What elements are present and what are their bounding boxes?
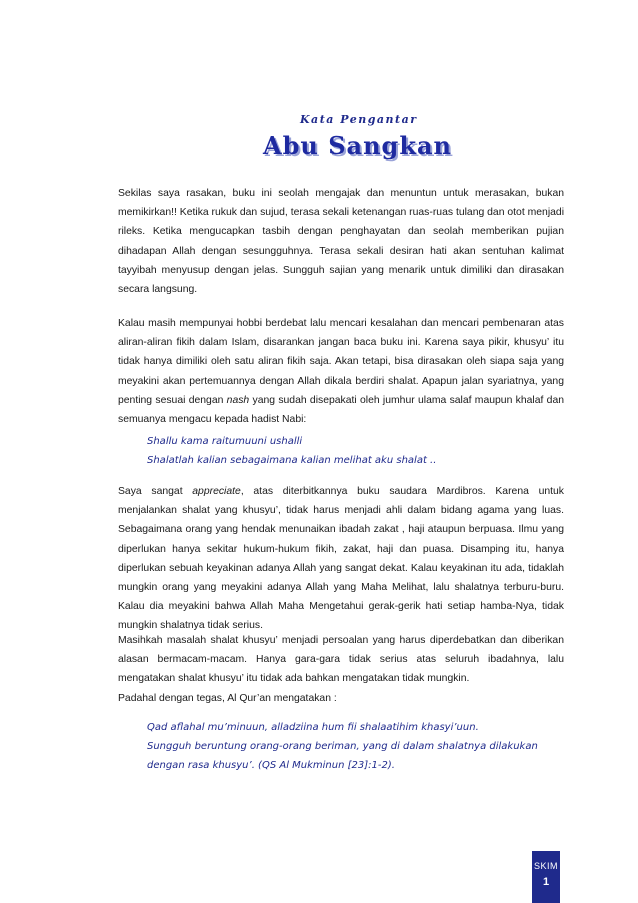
paragraph-3-before: Saya sangat bbox=[118, 486, 193, 497]
paragraph-2-before: Kalau masih mempunyai hobbi berdebat lalu mencari kesalahan dan mencari pembenaran atas aliran-aliran fikih dalam Islam, disarankan jangan baca buku ini. Karena saya pikir, khusyu’ itu tidak hanya dimiliki oleh satu aliran fikih saja. Akan tetapi, bisa dirasakan oleh siapa saja yang meyakini akan pertemuannya dengan Allah dikala berdiri shalat. Apapun jalan syariatnya, yang penting sesuai dengan bbox=[118, 318, 564, 406]
paragraph-2-text bbox=[118, 314, 564, 429]
hadith-line-2: Shalatlah kalian sebagaimana kalian melihat aku shalat .. bbox=[147, 455, 437, 466]
paragraph-3-italic: appreciate bbox=[192, 486, 241, 497]
paragraph-4-text: Masihkah masalah shalat khusyu’ menjadi persoalan yang harus diperdebatkan dan diberikan alasan bermacam-macam. Hanya gara-gara tidak serius atas seluruh ibadahnya, lalu mengatakan shalat khusyu’ itu tidak ada bahkan mengatakan tidak mungkin. bbox=[118, 635, 564, 685]
quran-line-1: Qad aflahal mu’minuun, alladziina hum fii shalaatihim khasyi’uun. bbox=[147, 722, 479, 733]
hadith-quote bbox=[147, 432, 567, 470]
paragraph-5-text: Padahal dengan tegas, Al Qur’an mengatakan : bbox=[118, 692, 337, 704]
paragraph-1 bbox=[118, 184, 564, 299]
header-subtitle: Kata Pengantar bbox=[300, 113, 418, 126]
quran-line-2: Sungguh beruntung orang-orang beriman, yang di dalam shalatnya dilakukan dengan rasa khusyu’. (QS Al Mukminun [23]:1-2). bbox=[147, 741, 538, 771]
paragraph-3-text bbox=[118, 482, 564, 636]
paragraph-1-text: Sekilas saya rasakan, buku ini seolah mengajak dan menuntun untuk merasakan, bukan memikirkan!! Ketika rukuk dan sujud, terasa sekali ketenangan ruas-ruas tulang dan otot menjadi rileks. Ketika mengucapkan tasbih dengan penghayatan dan seolah memberikan pujian dihadapan Allah dengan sesungguhnya. Terasa sekali desiran hati akan sentuhan kalimat tayyibah menyusup dengan jelas. Sungguh sajian yang menarik untuk dimiliki dan dirasakan secara langsung. bbox=[118, 188, 564, 296]
paragraph-2-italic: nash bbox=[226, 394, 250, 406]
paragraph-3-after: , atas diterbitkannya buku saudara Mardibros. Karena untuk menjalankan shalat yang khusyu’, tidak harus menjadi ahli dalam bidang agama yang luas. Sebagaimana orang yang hendak menunaikan ibadah zakat , haji ataupun berpuasa. Ilmu yang diperlukan hanya sekitar hukum-hukum fikih, zakat, haji dan puasa. Disamping itu, hanya diperlukan sebuah keyakinan adanya Allah yang sangat dekat. Kalau keyakinan itu ada, tidaklah mungkin orang yang meyakini adanya Allah yang Maha Melihat, lalu shalatnya terburu-buru. Kalau dia meyakini bahwa Allah Maha Mengetahui gerak-gerik hati setiap hamba-Nya, tidak mungkin shalatnya tidak serius. bbox=[118, 486, 565, 632]
hadith-line-1: Shallu kama raitumuuni ushalli bbox=[147, 436, 303, 447]
page-title: Abu Sangkan bbox=[263, 131, 452, 160]
paragraph-4 bbox=[118, 631, 564, 708]
quran-quote bbox=[147, 718, 567, 775]
paragraph-2-after: yang sudah disepakati oleh jumhur ulama salaf maupun khalaf dan semuanya mengacu kepada hadist Nabi: bbox=[118, 394, 564, 426]
badge-label: SKIM bbox=[533, 861, 558, 871]
paragraph-2 bbox=[118, 314, 564, 429]
page-number: 1 bbox=[542, 876, 550, 888]
page-number-badge bbox=[532, 851, 560, 903]
paragraph-3 bbox=[118, 482, 564, 636]
